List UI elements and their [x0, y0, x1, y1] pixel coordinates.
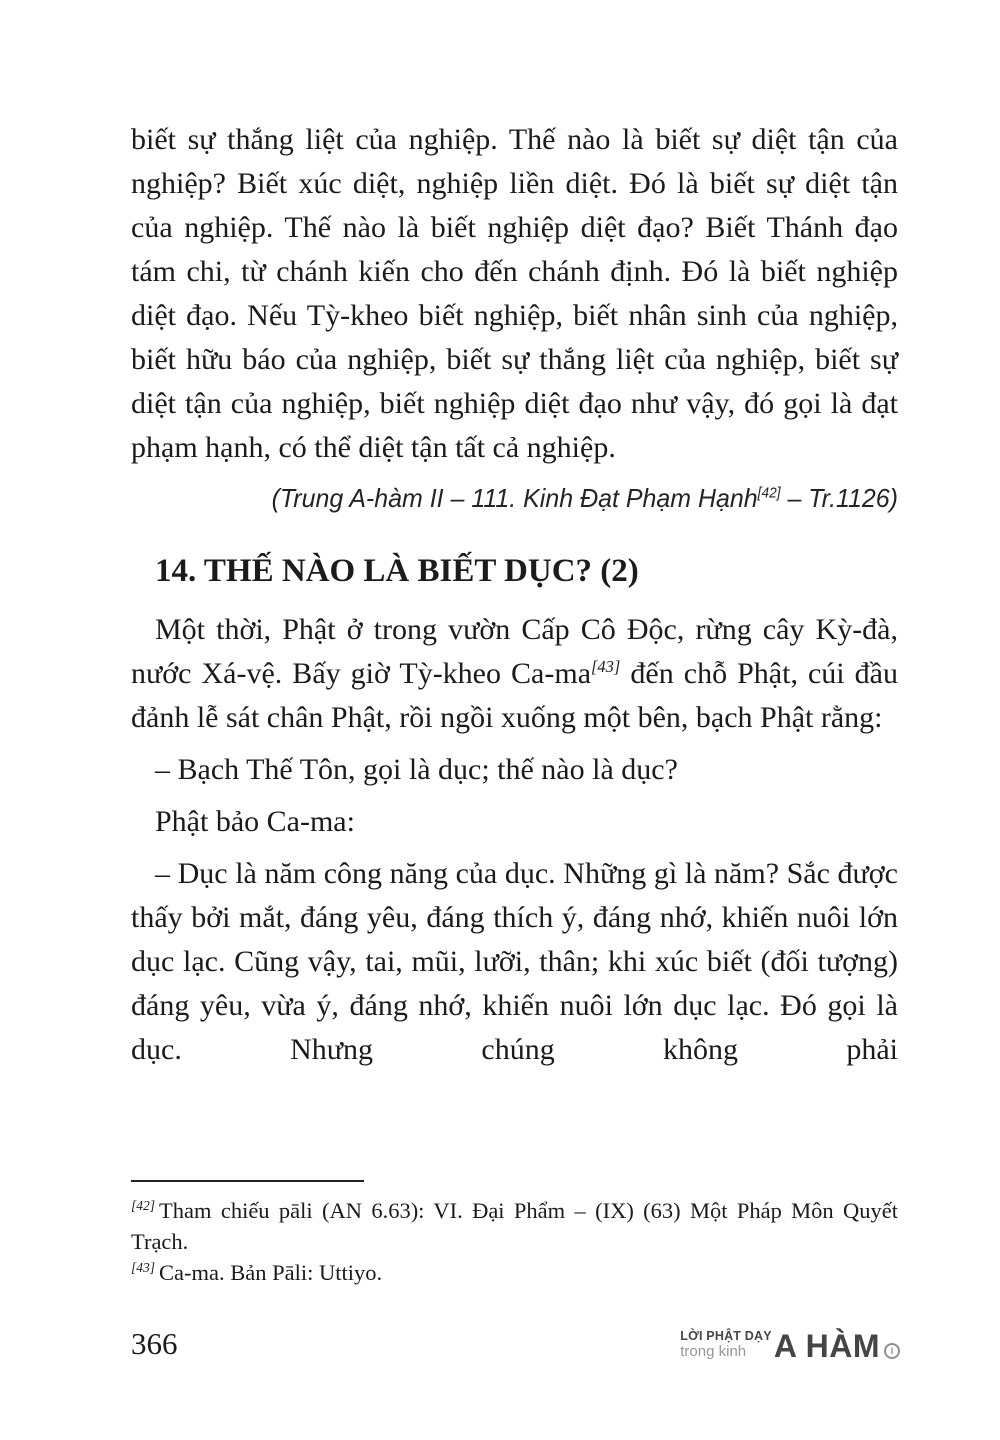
paragraph: – Bạch Thế Tôn, gọi là dục; thế nào là dục? — [155, 753, 678, 786]
brand-tagline-bottom: trong kinh — [680, 1342, 747, 1360]
footnote: [42] Tham chiếu pāli (AN 6.63): VI. Đại Phẩm – (IX) (63) Một Pháp Môn Quyết Trạch. — [131, 1197, 898, 1254]
page-number: 366 — [131, 1326, 178, 1361]
footnote-marker: [43] — [131, 1259, 156, 1275]
footnote-area — [131, 1160, 898, 1288]
brand-title: A HÀM — [773, 1328, 880, 1365]
footnote-ref: [43] — [591, 657, 621, 676]
paragraph: – Dục là năm công năng của dục. Những gì là năm? Sắc được thấy bởi mắt, đáng yêu, đáng thích ý, đáng nhớ, khiến nuôi lớn dục lạc. Cũng vậy, tai, mũi, lưỡi, thân; khi xúc biết (đối tượng) đáng yêu, vừa ý, đáng nhớ, khiến nuôi lớn dục lạc. Đó gọi là dục. Nhưng chúng không phải — [131, 857, 898, 1066]
footnote: [43] Ca-ma. Bản Pāli: Uttiyo. — [131, 1259, 383, 1285]
paragraph: Phật bảo Ca-ma: — [155, 805, 355, 838]
publisher-brand-logo — [680, 1328, 900, 1365]
footnote-marker: [42] — [131, 1197, 156, 1213]
volume-badge-icon: I — [884, 1343, 900, 1359]
footnote-ref: [42] — [757, 485, 781, 502]
paragraph: Một thời, Phật ở trong vườn Cấp Cô Độc, rừng cây Kỳ-đà, nước Xá-vệ. Bấy giờ Tỳ-kheo Ca-ma[43] đến chỗ Phật, cúi đầu đảnh lễ sát chân Phật, rồi ngồi xuống một bên, bạch Phật rằng: — [131, 613, 898, 734]
section-heading: 14. THẾ NÀO LÀ BIẾT DỤC? (2) — [155, 553, 639, 589]
brand-tagline — [680, 1330, 772, 1360]
footnotes-list — [131, 1195, 898, 1288]
brand-tagline-top: LỜI PHẬT DẠY — [680, 1329, 772, 1343]
paragraph: biết sự thắng liệt của nghiệp. Thế nào là biết sự diệt tận của nghiệp? Biết xúc diệt, nghiệp liền diệt. Đó là biết sự diệt tận của nghiệp. Thế nào là biết nghiệp diệt đạo? Biết Thánh đạo tám chi, từ chánh kiến cho đến chánh định. Đó là biết nghiệp diệt đạo. Nếu Tỳ-kheo biết nghiệp, biết nhân sinh của nghiệp, biết hữu báo của nghiệp, biết sự thắng liệt của nghiệp, biết sự diệt tận của nghiệp, biết nghiệp diệt đạo như vậy, đó gọi là đạt phạm hạnh, có thể diệt tận tất cả nghiệp. — [131, 123, 898, 464]
footnote-separator — [131, 1180, 364, 1182]
body-content — [131, 118, 898, 1080]
source-citation: (Trung A-hàm II – 111. Kinh Đạt Phạm Hạnh[42] – Tr.1126) — [271, 483, 898, 513]
